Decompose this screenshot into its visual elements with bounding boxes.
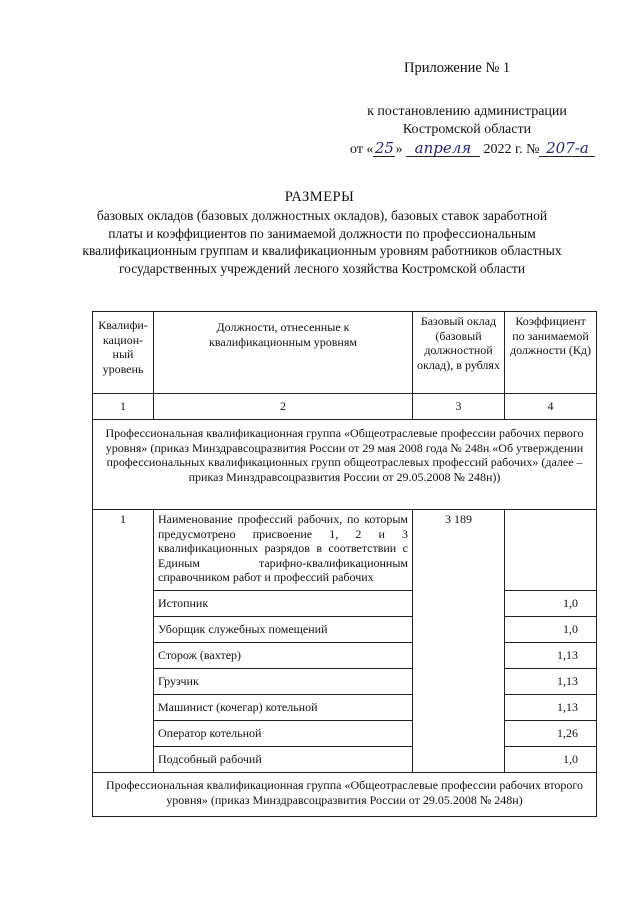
resolution-reference: [352, 103, 582, 139]
table-row: [93, 643, 597, 669]
date-year: 2022 г. №: [483, 142, 540, 157]
date-quote-close: »: [395, 142, 403, 157]
position-name: Сторож (вахтер): [154, 643, 413, 669]
position-name: Истопник: [154, 591, 413, 617]
date-day: 25: [374, 139, 394, 157]
header-coefficient: Коэффициент по занимаемой должности (Кд): [505, 312, 597, 394]
position-coef: 1,0: [505, 591, 597, 617]
position-name: Грузчик: [154, 669, 413, 695]
group-2-row: [93, 773, 597, 817]
header-salary: Базовый оклад (базовый должностной оклад), в рублях: [413, 312, 505, 394]
position-name: Оператор котельной: [154, 721, 413, 747]
col-number-2: 2: [154, 394, 413, 420]
group-1-title: Профессиональная квалификационная группа «Общеотраслевые профессии рабочих первого уровня» (приказ Минздравсоцразвития России от 29 мая 2008 года № 248н «Об утверждении профессиональных квалификационных групп общеотраслевых профессий рабочих» (далее – приказ Минздравсоцразвития России от 29.05.2008 № 248н)): [93, 420, 597, 510]
date-prefix: от «: [350, 142, 374, 157]
table-row: [93, 617, 597, 643]
group-2-title: Профессиональная квалификационная группа «Общеотраслевые профессии рабочих второго уровня» (приказ Минздравсоцразвития России от 29.05.2008 № 248н): [93, 773, 597, 817]
header-positions: Должности, отнесенные к квалификационным уровням: [154, 312, 413, 394]
level-1-description: Наименование профессий рабочих, по которым предусмотрено присвоение 1, 2 и 3 квалификационных разрядов в соответствии с Единым тарифно-квалификационным справочником работ и профессий рабочих: [154, 510, 413, 591]
position-coef: 1,0: [505, 747, 597, 773]
group-1-row: [93, 420, 597, 510]
level-1-row: [93, 510, 597, 591]
resolution-date: [350, 141, 595, 158]
header-row: [93, 312, 597, 394]
col-number-3: 3: [413, 394, 505, 420]
position-coef: 1,26: [505, 721, 597, 747]
position-coef: 1,13: [505, 695, 597, 721]
date-month: апреля: [406, 141, 480, 157]
table-row: [93, 669, 597, 695]
position-name: Подсобный рабочий: [154, 747, 413, 773]
table-row: [93, 695, 597, 721]
salary-table: [92, 311, 597, 817]
resolution-line-1: к постановлению администрации: [367, 104, 567, 119]
col-number-1: 1: [93, 394, 154, 420]
level-1-salary: 3 189: [413, 510, 505, 773]
table-row: [93, 591, 597, 617]
appendix-number: Приложение № 1: [404, 60, 511, 76]
table-row: [93, 747, 597, 773]
col-number-4: 4: [505, 394, 597, 420]
table-row: [93, 721, 597, 747]
resolution-number: 207-а: [539, 141, 595, 157]
document-title: РАЗМЕРЫ: [284, 189, 355, 205]
level-1-coef-empty: [505, 510, 597, 591]
header-level: Квалифи-кацион-ный уровень: [93, 312, 154, 394]
position-name: Уборщик служебных помещений: [154, 617, 413, 643]
level-1-number: 1: [93, 510, 154, 773]
position-coef: 1,13: [505, 643, 597, 669]
column-number-row: [93, 394, 597, 420]
resolution-line-2: Костромской области: [402, 122, 532, 137]
position-coef: 1,13: [505, 669, 597, 695]
position-coef: 1,0: [505, 617, 597, 643]
document-subtitle: базовых окладов (базовых должностных окладов), базовых ставок заработной платы и коэффициентов по занимаемой должности по профессиональным квалификационным группам и квалификационным уровням работников областных государственных учреждений лесного хозяйства Костромской области: [82, 208, 562, 276]
position-name: Машинист (кочегар) котельной: [154, 695, 413, 721]
